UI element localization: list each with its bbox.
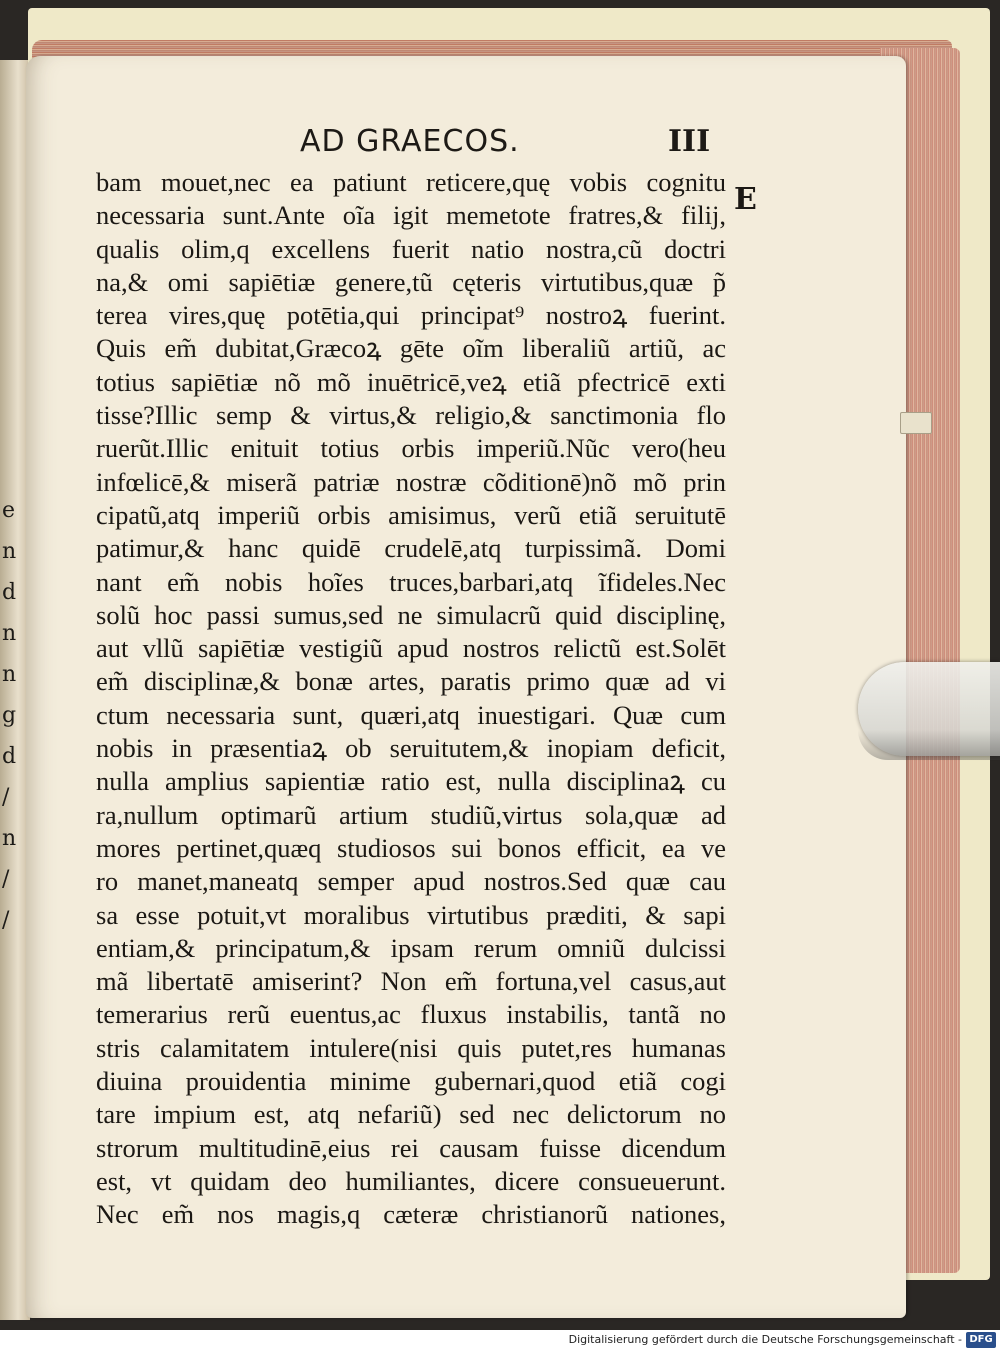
text-line: terea vires,quę potētia,qui principat⁹ nostroꝝ fuerint. [96, 300, 726, 331]
footer-credit: Digitalisierung gefördert durch die Deutsche Forschungsgemeinschaft - [568, 1333, 962, 1346]
running-head: AD GRAECOS. [300, 124, 520, 159]
dfg-logo: DFG [966, 1332, 996, 1348]
text-line: strorum multitudinē,eius rei causam fuisse dicendum [96, 1132, 726, 1163]
text-line: ra,nullum optimarũ artium studiũ,virtus sola,quæ ad [96, 799, 726, 830]
footer-bar [0, 1330, 1000, 1352]
folio-number: III [668, 124, 711, 159]
text-line: ctum necessaria sunt, quæri,atq inuestigari. Quæ cum [96, 699, 726, 730]
text-block [96, 166, 726, 1230]
text-line: sa esse potuit,vt moralibus virtutibus præditi, & sapi [96, 899, 726, 930]
text-line: diuina prouidentia minime gubernari,quod etiã cogi [96, 1066, 726, 1097]
text-line: nant em̃ nobis hoĩes truces,barbari,atq ĩfideles.Nec [96, 566, 726, 597]
text-line: mã libertatē amiserint? Non em̃ fortuna,vel casus,aut [96, 966, 726, 997]
text-line: entiam,& principatum,& ipsam rerum omniũ dulcissi [96, 932, 726, 963]
text-line: est, vt quidam deo humiliantes, dicere consueuerunt. [96, 1165, 726, 1196]
text-line: nulla amplius sapientiæ ratio est, nulla disciplinaꝝ cu [96, 766, 726, 797]
text-line: temerarius rerũ euentus,ac fluxus instabilis, tantã no [96, 999, 726, 1030]
text-line: ro manet,maneatq semper apud nostros.Sed quæ cau [96, 866, 726, 897]
text-line: mores pertinet,quæq studiosos sui bonos efficit, ea ve [96, 832, 726, 863]
text-line: infœlicē,& miserã patriæ nostræ cõditionē)nõ mõ prin [96, 466, 726, 497]
signature-mark: E [734, 182, 757, 217]
text-line: Nec em̃ nos magis,q cæteræ christianorũ nationes, [96, 1199, 726, 1230]
text-line: Quis em̃ dubitat,Græcoꝝ gēte oĩm liberaliũ artiũ, ac [96, 333, 726, 364]
text-line: solũ hoc passi sumus,sed ne simulacrũ quid disciplinę, [96, 599, 726, 630]
text-line: necessaria sunt.Ante oĩa igit memetote fratres,& filij, [96, 200, 726, 231]
text-line: em̃ disciplinæ,& bonæ artes, paratis primo quæ ad vi [96, 666, 726, 697]
text-line: na,& omi sapiētiæ genere,tũ cęteris virtutibus,quæ p̃ [96, 266, 726, 297]
text-line: aut vllũ sapiētiæ vestigiũ apud nostros relictũ est.Solēt [96, 633, 726, 664]
text-line: nobis in præsentiaꝝ ob seruitutem,& inopiam deficit, [96, 733, 726, 764]
text-line: totius sapiētiæ nõ mõ inuētricē,veꝝ etiã pfectricē exti [96, 366, 726, 397]
text-line: patimur,& hanc quidē crudelē,atq turpissimã. Domi [96, 533, 726, 564]
text-line: tare impium est, atq nefariũ) sed nec delictorum no [96, 1099, 726, 1130]
page-tab-marker [900, 412, 932, 434]
left-page-fragments: e n d n n g d / n / / [2, 498, 17, 933]
text-line: stris calamitatem intulere(nisi quis putet,res humanas [96, 1032, 726, 1063]
text-line: tisse?Illic semp & virtus,& religio,& sanctimonia flo [96, 400, 726, 431]
text-line: qualis olim,q excellens fuerit natio nostra,cũ doctri [96, 233, 726, 264]
glass-holder-shadow [858, 730, 1000, 760]
text-line: ruerũt.Illic enituit totius orbis imperiũ.Nũc vero(heu [96, 433, 726, 464]
text-line: cipatũ,atq imperiũ orbis amisimus, verũ etiã seruitutē [96, 499, 726, 530]
text-line: bam mouet,nec ea patiunt reticere,quę vobis cognitu [96, 167, 726, 197]
